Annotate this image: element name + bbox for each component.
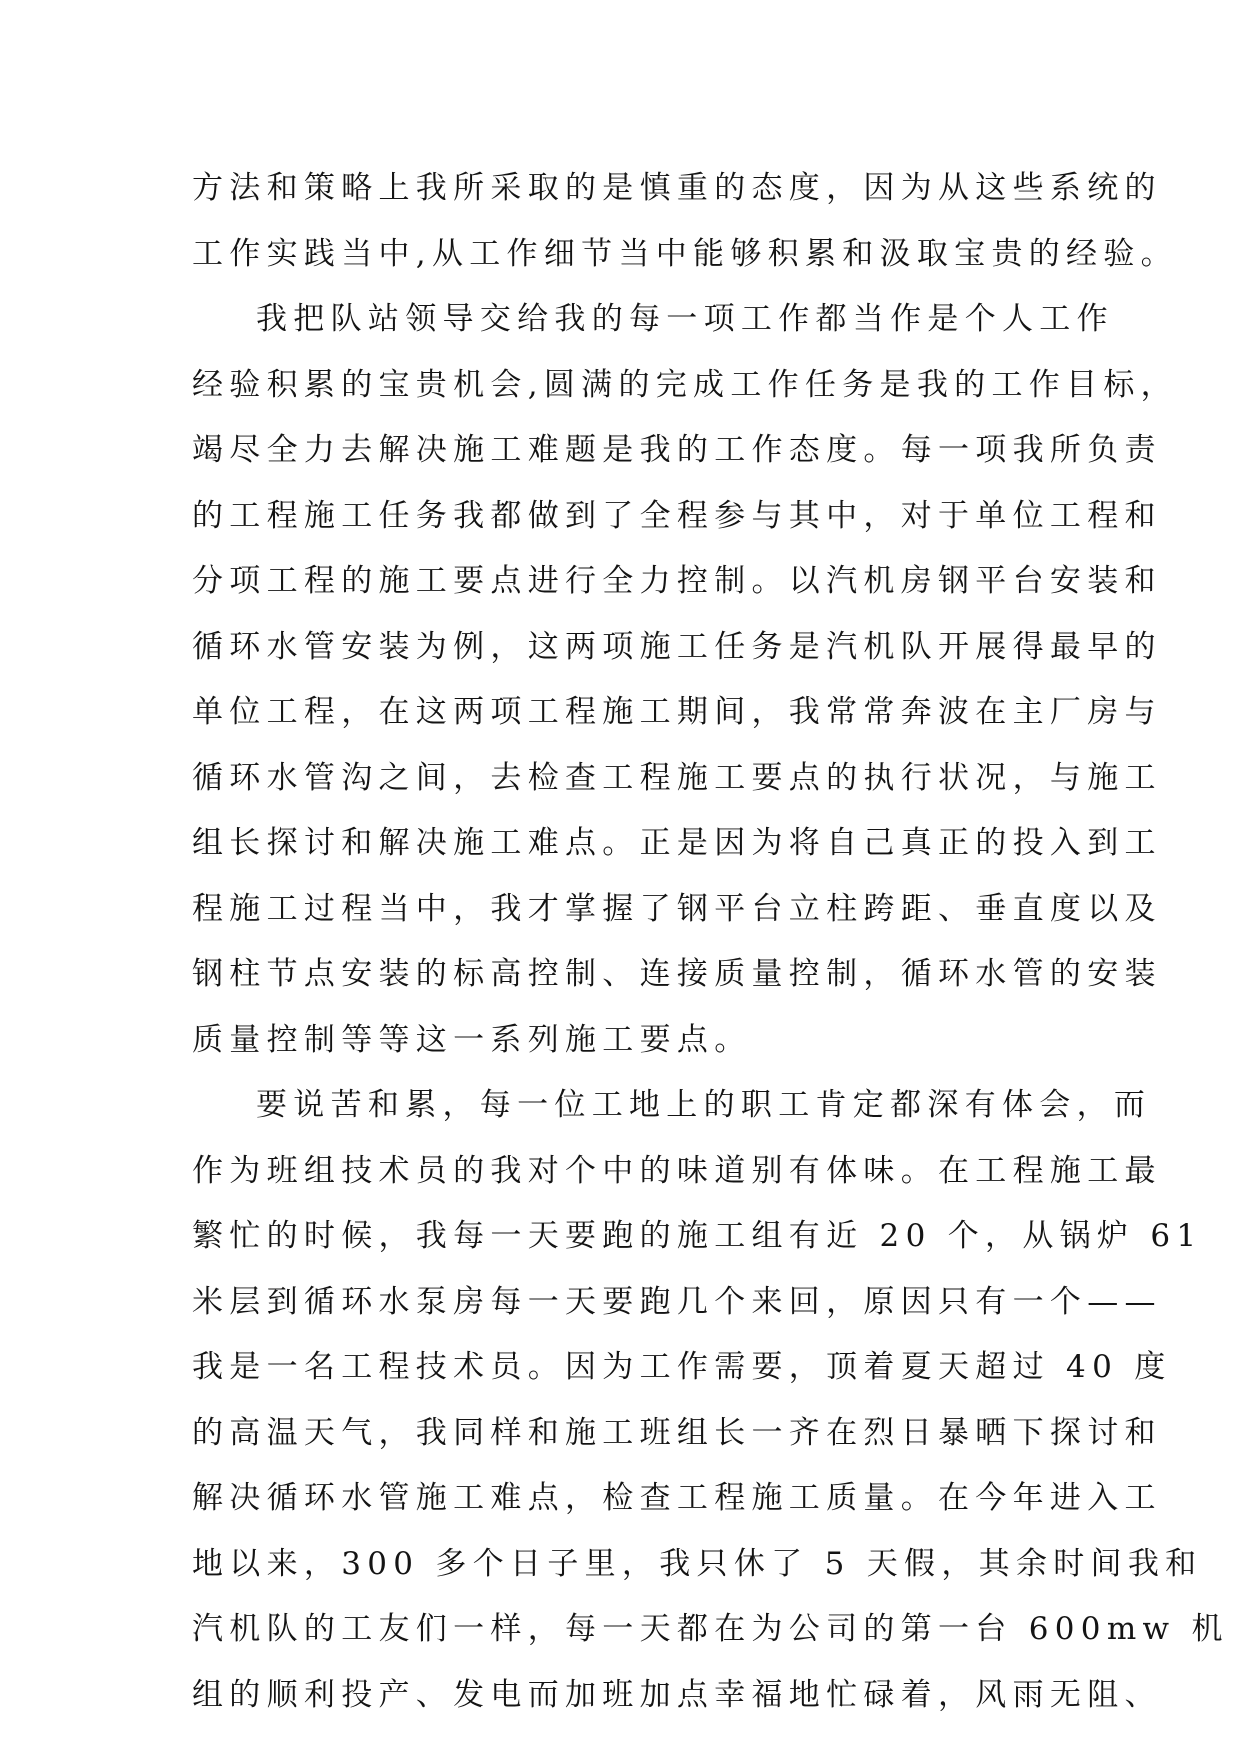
text-line: 地以来，300 多个日子里，我只休了 5 天假，其余时间我和: [192, 1545, 1203, 1582]
text-line: 组的顺利投产、发电而加班加点幸福地忙碌着，风雨无阻、: [192, 1676, 1162, 1713]
text-line: 程施工过程当中，我才掌握了钢平台立柱跨距、垂直度以及: [192, 890, 1162, 927]
text-line: 解决循环水管施工难点，检查工程施工质量。在今年进入工: [192, 1480, 1162, 1516]
text-line: 质量控制等等这一系列施工要点。: [192, 1021, 752, 1058]
text-line: 工作实践当中,从工作细节当中能够积累和汲取宝贵的经验。: [192, 235, 1178, 272]
text-line: 钢柱节点安装的标高控制、连接质量控制，循环水管的安装: [192, 956, 1162, 992]
paragraph-first-line: 要说苦和累，每一位工地上的职工肯定都深有体会，而: [256, 1087, 1152, 1123]
text-line: 组长探讨和解决施工难点。正是因为将自己真正的投入到工: [192, 825, 1162, 861]
text-line: 循环水管安装为例，这两项施工任务是汽机队开展得最早的: [192, 628, 1162, 665]
text-line: 经验积累的宝贵机会,圆满的完成工作任务是我的工作目标，: [192, 366, 1178, 403]
text-line: 作为班组技术员的我对个中的味道别有体味。在工程施工最: [192, 1152, 1162, 1189]
text-line: 循环水管沟之间，去检查工程施工要点的执行状况，与施工: [192, 759, 1162, 796]
text-line: 分项工程的施工要点进行全力控制。以汽机房钢平台安装和: [192, 563, 1162, 599]
text-line: 的工程施工任务我都做到了全程参与其中，对于单位工程和: [192, 497, 1162, 534]
text-line: 的高温天气，我同样和施工班组长一齐在烈日暴晒下探讨和: [192, 1414, 1162, 1451]
body-text: [192, 156, 1229, 1728]
text-line: 繁忙的时候，我每一天要跑的施工组有近 20 个，从锅炉 61: [192, 1218, 1203, 1254]
text-line: 我是一名工程技术员。因为工作需要，顶着夏天超过 40 度: [192, 1349, 1172, 1385]
text-line: 汽机队的工友们一样，每一天都在为公司的第一台 600mw 机: [192, 1611, 1229, 1647]
text-line: 方法和策略上我所采取的是慎重的态度，因为从这些系统的: [192, 170, 1162, 206]
text-line: 单位工程，在这两项工程施工期间，我常常奔波在主厂房与: [192, 694, 1162, 730]
paragraph-first-line: 我把队站领导交给我的每一项工作都当作是个人工作: [256, 301, 1114, 337]
text-line: 米层到循环水泵房每一天要跑几个来回，原因只有一个——: [192, 1283, 1162, 1320]
text-line: 竭尽全力去解决施工难题是我的工作态度。每一项我所负责: [192, 432, 1162, 468]
